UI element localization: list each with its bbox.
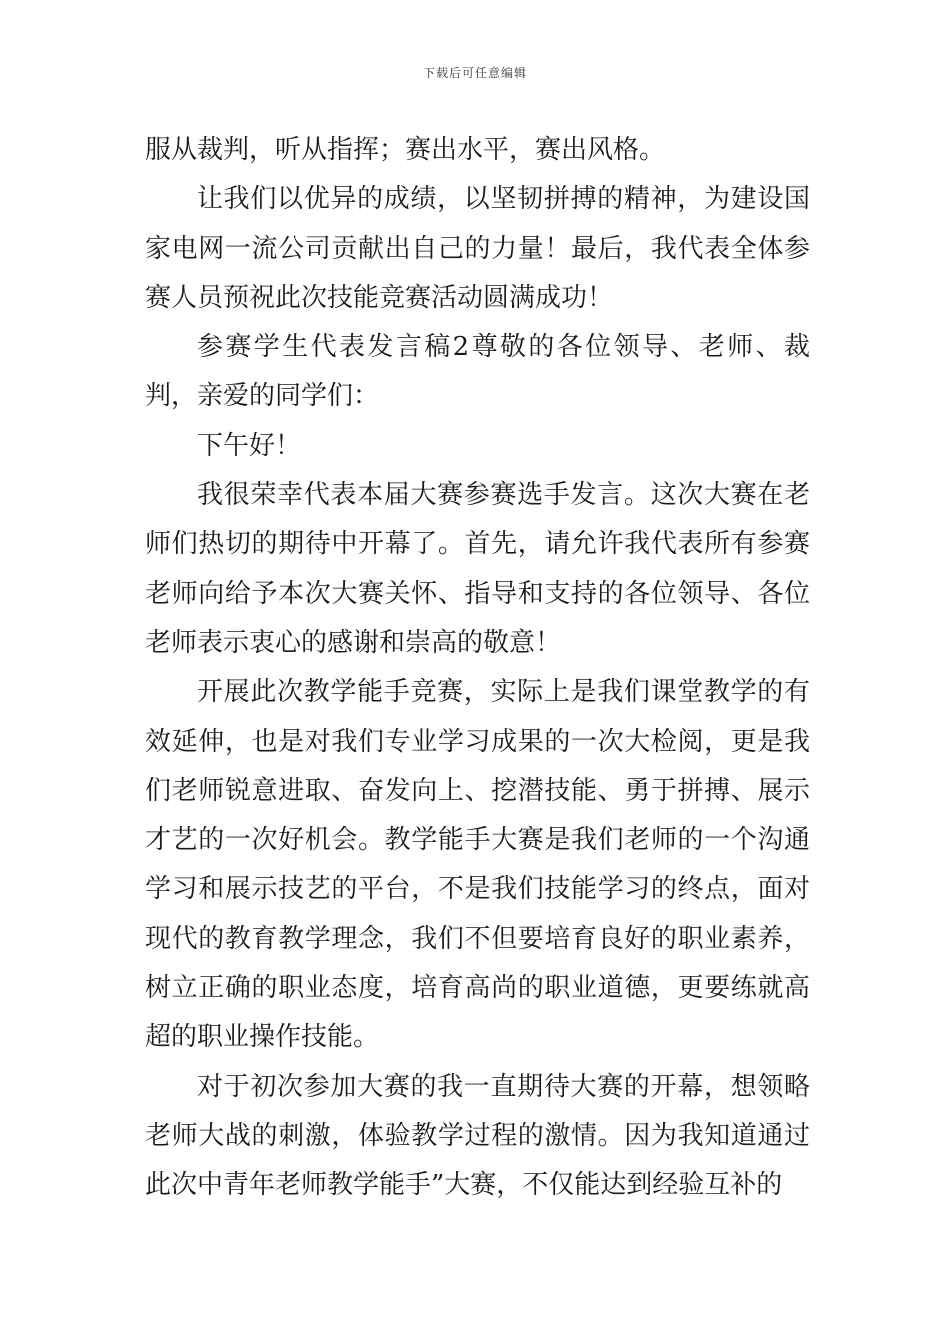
header-note: 下载后可任意编辑 <box>422 66 527 80</box>
paragraph-continuation: 服从裁判，听从指挥；赛出水平，赛出风格。 <box>145 135 666 165</box>
paragraph-speech-title: 参赛学生代表发言稿2尊敬的各位领导、老师、裁判，亲爱的同学们： <box>145 332 810 412</box>
paragraph-opening: 我很荣幸代表本届大赛参赛选手发言。这次大赛在老师们热切的期待中开幕了。首先，请允许我代表所有参赛老师向给予本次大赛关怀、指导和支持的各位领导、各位老师表示衷心的感谢和崇高的敬意！ <box>145 480 810 658</box>
document-body <box>145 126 810 1211</box>
paragraph-closing-wish: 让我们以优异的成绩，以坚韧拼搏的精神，为建设国家电网一流公司贡献出自己的力量！最后，我代表全体参赛人员预祝此次技能竞赛活动圆满成功！ <box>145 184 810 313</box>
paragraph-expectation: 对于初次参加大赛的我一直期待大赛的开幕，想领略老师大战的刺激，体验教学过程的激情。因为我知道通过此次中青年老师教学能手”大赛，不仅能达到经验互补的 <box>145 1071 810 1201</box>
paragraph-competition-purpose: 开展此次教学能手竞赛，实际上是我们课堂教学的有效延伸，也是对我们专业学习成果的一次大检阅，更是我们老师锐意进取、奋发向上、挖潜技能、勇于拼搏、展示才艺的一次好机会。教学能手大赛是我们老师的一个沟通学习和展示技艺的平台，不是我们技能学习的终点，面对现代的教育教学理念，我们不但要培育良好的职业素养，树立正确的职业态度，培育高尚的职业道德，更要练就高超的职业操作技能。 <box>145 677 810 1053</box>
paragraph-greeting: 下午好！ <box>197 430 302 461</box>
